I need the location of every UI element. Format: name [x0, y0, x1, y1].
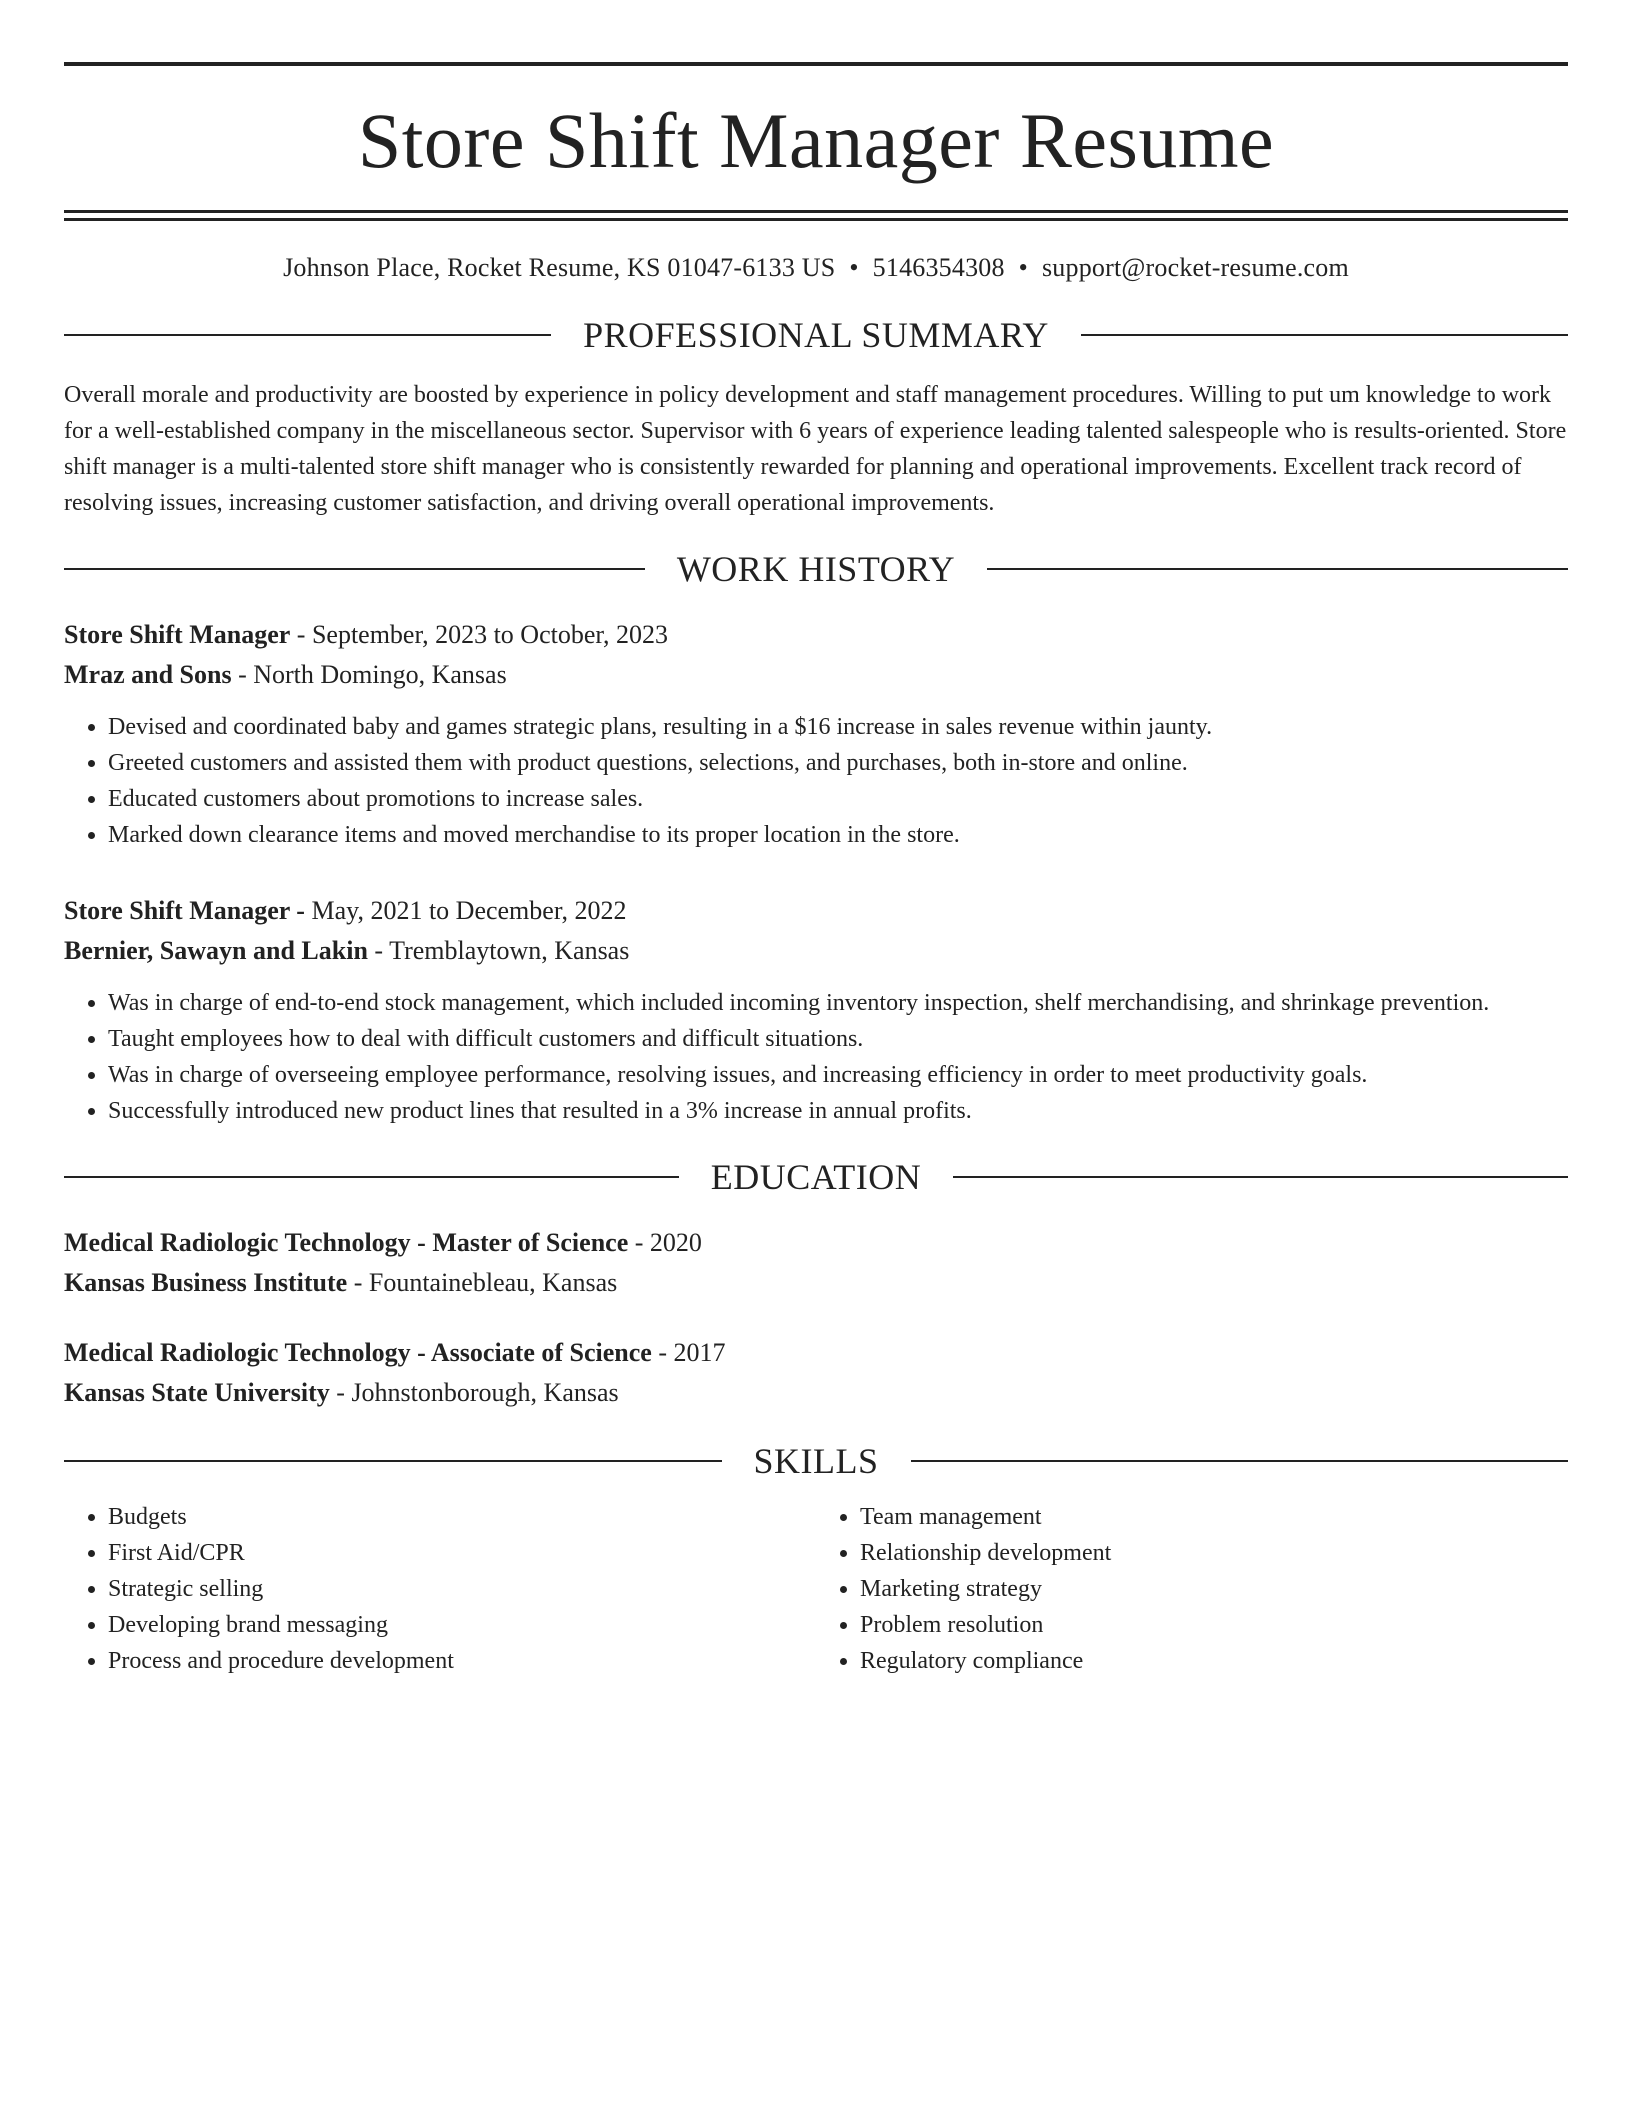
skills-list [64, 1499, 1568, 1679]
school: Kansas State University [64, 1378, 330, 1407]
list-item: • Devised and coordinated baby and games strategic plans, resulting in a $16 increase in sales revenue within jaunty. [108, 709, 1568, 745]
education-entry [64, 1333, 1568, 1413]
job-bullets [64, 985, 1568, 1129]
heading-rule-left [64, 1176, 679, 1178]
degree-line [64, 1223, 1568, 1263]
job-company-line [64, 655, 1568, 695]
school-location: - Fountainebleau, Kansas [347, 1268, 618, 1297]
list-item: • Regulatory compliance [860, 1643, 1568, 1679]
job-title-line [64, 891, 1568, 931]
list-item: • Taught employees how to deal with difficult customers and difficult situations. [108, 1021, 1568, 1057]
school: Kansas Business Institute [64, 1268, 348, 1297]
job-entry [64, 615, 1568, 853]
job-title-line [64, 615, 1568, 655]
heading-rule-left [64, 568, 645, 570]
list-item: • Problem resolution [860, 1607, 1568, 1643]
contact-separator: • [849, 253, 859, 282]
list-item: • Educated customers about promotions to increase sales. [108, 781, 1568, 817]
page-title: Store Shift Manager Resume [357, 97, 1275, 184]
title-double-rule [64, 210, 1568, 221]
heading-rule-right [911, 1460, 1569, 1462]
heading-rule-right [987, 568, 1568, 570]
degree: Medical Radiologic Technology - Master of Science [64, 1228, 629, 1257]
job-location: - Tremblaytown, Kansas [367, 936, 630, 965]
job-title: Store Shift Manager [64, 620, 291, 649]
skills-column-right [816, 1499, 1568, 1679]
top-rule [64, 62, 1568, 66]
contact-email: support@rocket-resume.com [1041, 253, 1349, 282]
list-item: • Successfully introduced new product lines that resulted in a 3% increase in annual profits. [108, 1093, 1568, 1129]
list-item: • Developing brand messaging [108, 1607, 816, 1643]
job-title: Store Shift Manager - [64, 896, 312, 925]
section-title: PROFESSIONAL SUMMARY [583, 315, 1049, 355]
heading-rule-right [1081, 334, 1568, 336]
section-title: SKILLS [753, 1441, 879, 1481]
degree: Medical Radiologic Technology - Associate of Science [64, 1338, 652, 1367]
section-heading-summary [64, 317, 1568, 353]
job-company: Bernier, Sawayn and Lakin [64, 936, 368, 965]
school-location: - Johnstonborough, Kansas [329, 1378, 619, 1407]
section-heading-work [64, 551, 1568, 587]
contact-separator: • [1018, 253, 1028, 282]
job-entry [64, 891, 1568, 1129]
graduation-year: - 2017 [651, 1338, 726, 1367]
job-dates: May, 2021 to December, 2022 [311, 896, 627, 925]
contact-line [64, 253, 1568, 283]
heading-rule-right [953, 1176, 1568, 1178]
job-location: - North Domingo, Kansas [231, 660, 507, 689]
job-company: Mraz and Sons [64, 660, 232, 689]
list-item: • Was in charge of end-to-end stock management, which included incoming inventory inspection, shelf merchandising, and shrinkage prevention. [108, 985, 1568, 1021]
list-item: • Marked down clearance items and moved merchandise to its proper location in the store. [108, 817, 1568, 853]
job-company-line [64, 931, 1568, 971]
list-item: • Process and procedure development [108, 1643, 816, 1679]
school-line [64, 1263, 1568, 1303]
list-item: • Greeted customers and assisted them with product questions, selections, and purchases, both in-store and online. [108, 745, 1568, 781]
list-item: • Was in charge of overseeing employee performance, resolving issues, and increasing efficiency in order to meet productivity goals. [108, 1057, 1568, 1093]
contact-address: Johnson Place, Rocket Resume, KS 01047-6133 US [283, 253, 836, 282]
school-line [64, 1373, 1568, 1413]
skills-column-left [64, 1499, 816, 1679]
education-entry [64, 1223, 1568, 1303]
list-item: • Marketing strategy [860, 1571, 1568, 1607]
list-item: • First Aid/CPR [108, 1535, 816, 1571]
graduation-year: - 2020 [628, 1228, 702, 1257]
section-heading-education [64, 1159, 1568, 1195]
heading-rule-left [64, 1460, 722, 1462]
heading-rule-left [64, 334, 551, 336]
section-heading-skills [64, 1443, 1568, 1479]
list-item: • Strategic selling [108, 1571, 816, 1607]
list-item: • Budgets [108, 1499, 816, 1535]
job-dates: - September, 2023 to October, 2023 [290, 620, 669, 649]
job-bullets [64, 709, 1568, 853]
summary-text: Overall morale and productivity are boosted by experience in policy development and staff management procedures. Willing to put um knowledge to work for a well-established company in the miscellaneous sector. Supervisor with 6 years of experience leading talented salespeople who is results-oriented. Store shift manager is a multi-talented store shift manager who is consistently rewarded for planning and operational improvements. Excellent track record of resolving issues, increasing customer satisfaction, and driving overall operational improvements. [64, 382, 1567, 516]
section-title: EDUCATION [710, 1157, 922, 1197]
section-title: WORK HISTORY [676, 549, 956, 589]
contact-phone: 5146354308 [872, 253, 1005, 282]
list-item: • Relationship development [860, 1535, 1568, 1571]
degree-line [64, 1333, 1568, 1373]
list-item: • Team management [860, 1499, 1568, 1535]
